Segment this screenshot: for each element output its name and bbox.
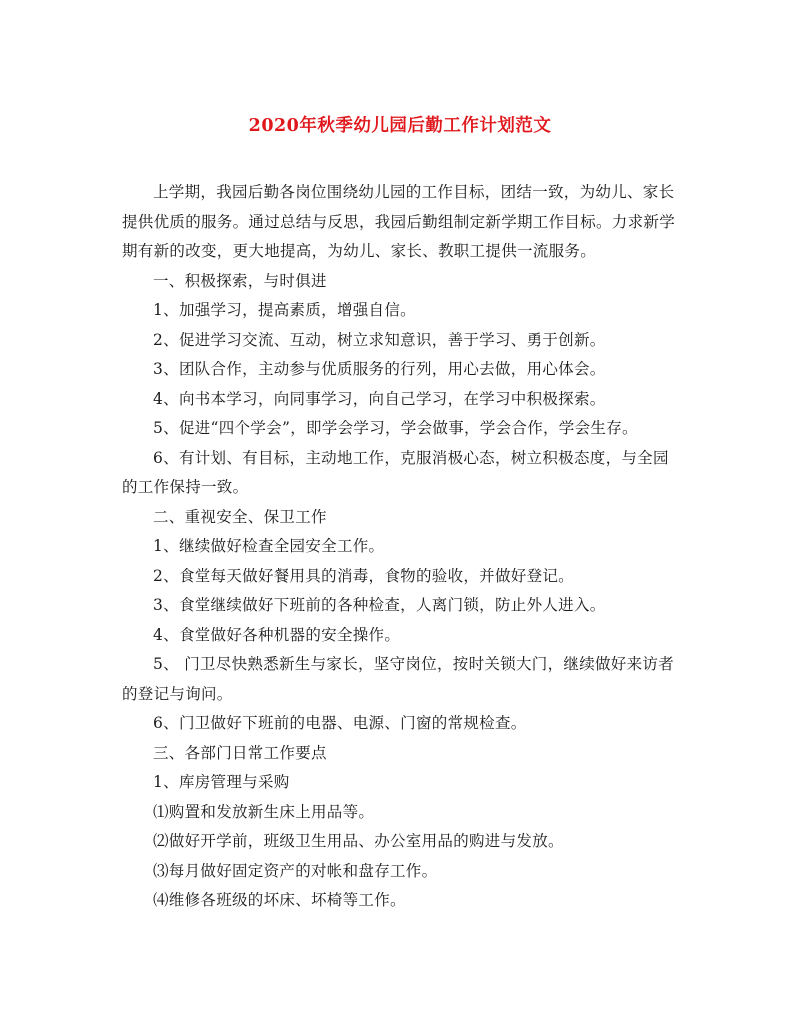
list-item: 1、加强学习，提高素质，增强自信。: [153, 301, 416, 319]
list-item: 5、 门卫尽快熟悉新生与家长，坚守岗位，按时关锁大门，继续做好来访者的登记与询问。: [122, 655, 674, 703]
subsection-heading: 1、库房管理与采购: [153, 773, 290, 791]
list-item: 5、促进“四个学会”，即学会学习，学会做事，学会合作，学会生存。: [153, 419, 638, 437]
section-heading-3: 三、各部门日常工作要点: [153, 743, 327, 762]
list-item: ⑶每月做好固定资产的对帐和盘存工作。: [153, 861, 438, 880]
document-body: [122, 178, 682, 916]
list-item: 4、向书本学习，向同事学习，向自己学习，在学习中积极探索。: [153, 389, 606, 408]
list-item: 4、食堂做好各种机器的安全操作。: [153, 625, 401, 644]
list-item: 6、门卫做好下班前的电器、电源、门窗的常规检查。: [153, 714, 527, 732]
list-item: 2、促进学习交流、互动，树立求知意识，善于学习、勇于创新。: [153, 330, 606, 349]
list-item: ⑵做好开学前，班级卫生用品、办公室用品的购进与发放。: [153, 832, 564, 850]
section-heading-2: 二、重视安全、保卫工作: [153, 507, 327, 526]
document-title: 2020年秋季幼儿园后勤工作计划范文: [248, 116, 552, 136]
list-item: 1、继续做好检查全园安全工作。: [153, 537, 385, 555]
section-heading-1: 一、积极探索，与时俱进: [153, 271, 327, 290]
intro-paragraph: 上学期，我园后勤各岗位围绕幼儿园的工作目标，团结一致，为幼儿、家长提供优质的服务。通过总结与反思，我园后勤组制定新学期工作目标。力求新学期有新的改变，更大地提高，为幼儿、家长、教职工提供一流服务。: [122, 183, 676, 260]
list-item: ⑴购置和发放新生床上用品等。: [153, 802, 375, 821]
list-item: 6、有计划、有目标，主动地工作，克服消极心态，树立积极态度，与全园的工作保持一致。: [122, 448, 669, 496]
list-item: 3、食堂继续做好下班前的各种检查，人离门锁，防止外人进入。: [153, 596, 606, 614]
list-item: ⑷维修各班级的坏床、坏椅等工作。: [153, 891, 406, 909]
list-item: 2、食堂每天做好餐用具的消毒，食物的验收，并做好登记。: [153, 566, 574, 585]
list-item: 3、团队合作，主动参与优质服务的行列，用心去做，用心体会。: [153, 360, 606, 378]
